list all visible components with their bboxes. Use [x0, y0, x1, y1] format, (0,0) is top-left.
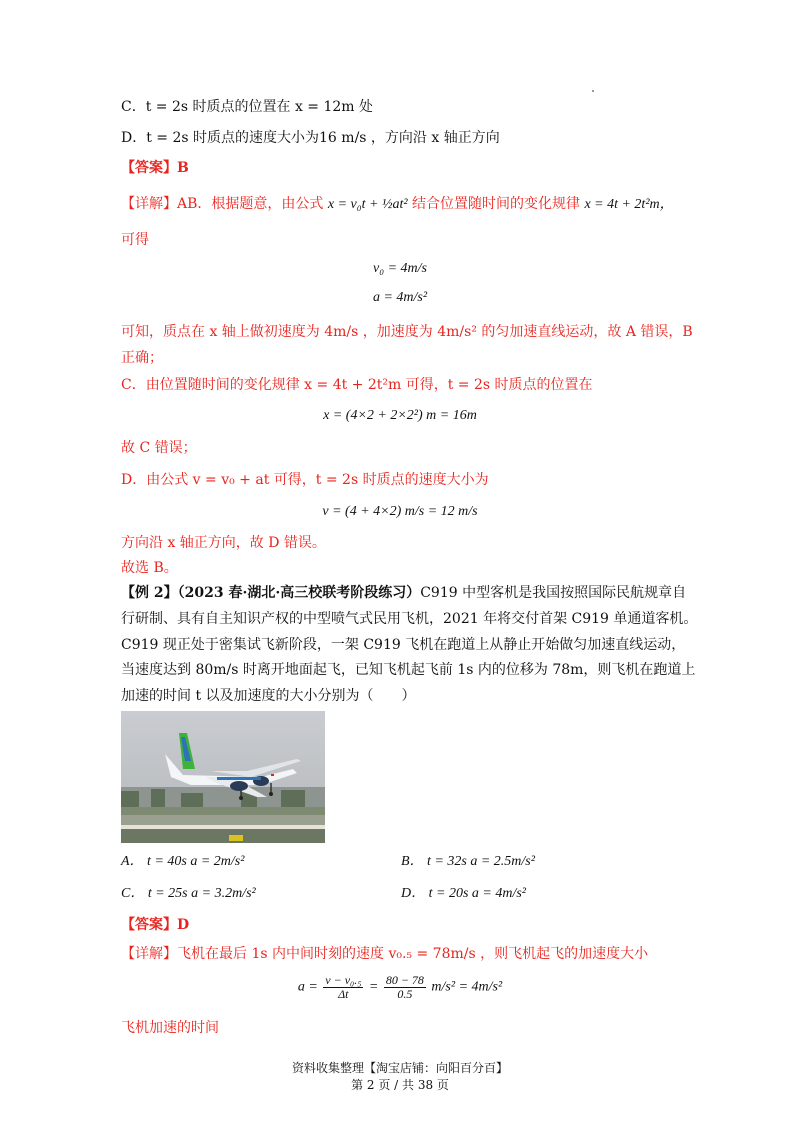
option-c2: C． t = 25s a = 3.2m/s² — [121, 886, 256, 901]
option-b: B． t = 32s a = 2.5m/s² — [401, 854, 535, 869]
example-2-line-3: C919 现正处于密集试飞新阶段，一架 C919 飞机在跑道上从静止开始做匀加速直线运动， — [121, 637, 686, 653]
footer-source: 资料收集整理【淘宝店铺：向阳百分百】 — [291, 1061, 508, 1075]
detail-1-formula: x = v₀t + ½at² — [327, 197, 408, 212]
conclusion-line-1: 可知，质点在 x 轴上做初速度为 4m/s ，加速度为 4m/s² 的匀加速直线运动，故 A 错误，B — [121, 324, 693, 340]
option-c-line: C．t = 2s 时质点的位置在 x = 12m 处 — [121, 99, 374, 115]
equation-a: a = 4m/s² — [372, 290, 428, 305]
eq-a2-frac1-denominator: Δt — [338, 987, 349, 1001]
eq-a2-lhs: a = — [297, 979, 318, 995]
eq-a2-frac1-numerator: v − v₀.₅ — [325, 973, 362, 987]
detail-1-line — [121, 194, 674, 215]
option-d-line: D．t = 2s 时质点的速度大小为16 m/s ，方向沿 x 轴正方向 — [121, 130, 500, 146]
equation-x: x = (4×2 + 2×2²) m = 16m — [323, 408, 477, 423]
detail-2-line: 【详解】飞机在最后 1s 内中间时刻的速度 v₀.₅ = 78m/s ，则飞机起飞的加速度大小 — [121, 946, 649, 962]
c-detail-line: C．由位置随时间的变化规律 x = 4t + 2t²m 可得，t = 2s 时质点的位置在 — [121, 377, 593, 393]
example-2-line-4: 当速度达到 80m/s 时离开地面起飞，已知飞机起飞前 1s 内的位移为 78m，则飞机在跑道上 — [121, 662, 696, 678]
example-2-text-1: C919 中型客机是我国按照国际民航规章自 — [420, 585, 687, 601]
can-get: 可得 — [121, 232, 149, 248]
eq-a2-frac2-denominator: 0.5 — [397, 987, 413, 1001]
example-2-line-2: 行研制、具有自主知识产权的中型喷气式民用飞机，2021 年将交付首架 C919 单通道客机。 — [121, 611, 698, 627]
conclusion-line-2: 正确； — [121, 350, 163, 366]
detail-1-middle: 结合位置随时间的变化规律 — [411, 196, 580, 212]
equation-v: v = (4 + 4×2) m/s = 12 m/s — [322, 504, 478, 519]
choose-answer: 故选 B。 — [121, 560, 178, 576]
eq-a2-fraction-2 — [384, 974, 426, 1001]
detail-1-intro: 【详解】AB．根据题意，由公式 — [121, 196, 324, 212]
c919-airplane-photo — [121, 711, 325, 843]
eq-a2-frac2-numerator: 80 − 78 — [385, 973, 424, 987]
eq-a2-fraction-1 — [323, 974, 363, 1001]
d-wrong: 方向沿 x 轴正方向，故 D 错误。 — [121, 535, 326, 551]
stray-dot — [592, 90, 594, 92]
answer-1: 【答案】B — [121, 160, 189, 176]
answer-2: 【答案】D — [121, 917, 190, 933]
eq-a2-equals: = — [368, 979, 379, 995]
eq-a2-rhs: m/s² = 4m/s² — [431, 979, 503, 995]
equation-a2 — [0, 974, 800, 1001]
example-2-label: 【例 2】（2023 春·湖北·高三校联考阶段练习） — [121, 585, 421, 601]
detail-1-rule: x = 4t + 2t²m， — [584, 197, 674, 212]
plane-acceleration-time: 飞机加速的时间 — [121, 1020, 219, 1036]
option-d2: D． t = 20s a = 4m/s² — [401, 886, 526, 901]
d-detail-line: D．由公式 v = v₀ + at 可得，t = 2s 时质点的速度大小为 — [121, 472, 489, 488]
example-2-line-1 — [121, 583, 686, 603]
option-a: A． t = 40s a = 2m/s² — [121, 854, 245, 869]
example-2-line-5: 加速的时间 t 以及加速度的大小分别为（ ） — [121, 688, 416, 704]
c-wrong: 故 C 错误； — [121, 440, 197, 456]
footer-page-number: 第 2 页 / 共 38 页 — [351, 1078, 449, 1092]
equation-v0: v₀ = 4m/s — [373, 261, 427, 276]
